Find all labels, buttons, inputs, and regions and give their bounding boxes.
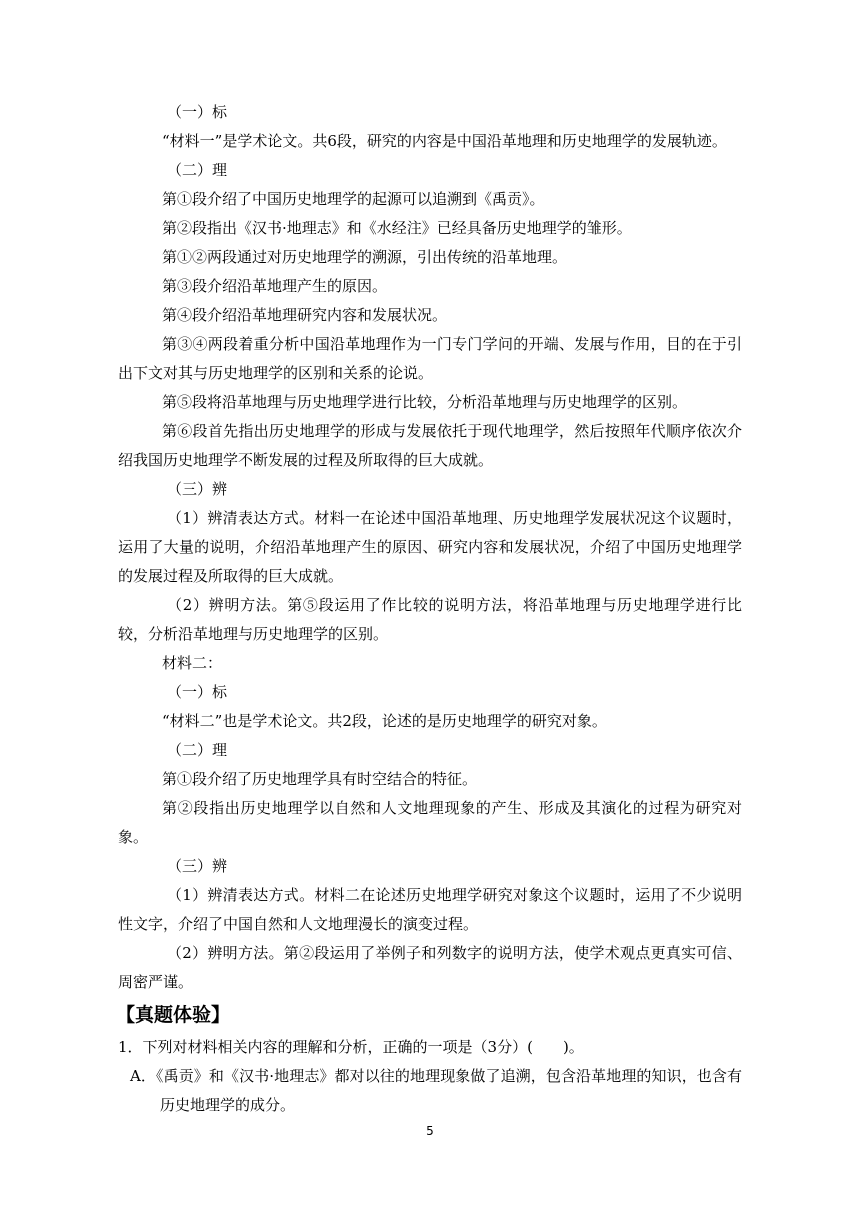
paragraph: “材料一”是学术论文。共6段，研究的内容是中国沿革地理和历史地理学的发展轨迹。: [162, 132, 727, 150]
paragraph: 第②段指出《汉书·地理志》和《水经注》已经具备历史地理学的雏形。: [162, 219, 632, 237]
page-number: 5: [426, 1124, 434, 1138]
paragraph: 第①段介绍了中国历史地理学的起源可以追溯到《禹贡》。: [162, 190, 545, 208]
paragraph: 第⑤段将沿革地理与历史地理学进行比较，分析沿革地理与历史地理学的区别。: [162, 393, 688, 411]
subheading-biao: （一）标: [167, 103, 228, 121]
subheading-bian: （三）辨: [167, 857, 228, 875]
paragraph: “材料二”也是学术论文。共2段，论述的是历史地理学的研究对象。: [162, 712, 607, 730]
subheading-li: （二）理: [167, 161, 228, 179]
paragraph: （1）辨清表达方式。材料二在论述历史地理学研究对象这个议题时，运用了不少说明性文字，介绍了中国自然和人文地理漫长的演变过程。: [118, 886, 742, 933]
paragraph: 第⑥段首先指出历史地理学的形成与发展依托于现代地理学，然后按照年代顺序依次介绍我国历史地理学不断发展的过程及所取得的巨大成就。: [118, 422, 742, 469]
paragraph: 第③④两段着重分析中国沿革地理作为一门专门学问的开端、发展与作用，目的在于引出下文对其与历史地理学的区别和关系的论说。: [118, 335, 742, 382]
paragraph: （1）辨清表达方式。材料一在论述中国沿革地理、历史地理学发展状况这个议题时，运用了大量的说明，介绍沿革地理产生的原因、研究内容和发展状况，介绍了中国历史地理学的发展过程及所取得的巨大成就。: [118, 509, 742, 585]
section-heading: 【真题体验】: [116, 1004, 231, 1026]
paragraph: （2）辨明方法。第⑤段运用了作比较的说明方法，将沿革地理与历史地理学进行比较，分析沿革地理与历史地理学的区别。: [118, 596, 742, 643]
paragraph: 第①段介绍了历史地理学具有时空结合的特征。: [162, 770, 478, 788]
paragraph: 第④段介绍沿革地理研究内容和发展状况。: [162, 306, 448, 324]
document-body: [118, 98, 742, 1120]
paragraph: （2）辨明方法。第②段运用了举例子和列数字的说明方法，使学术观点更真实可信、周密严谨。: [118, 944, 742, 991]
material-two-label: 材料二：: [162, 654, 223, 672]
question-1: 1．下列对材料相关内容的理解和分析，正确的一项是（3分）( )。: [118, 1038, 584, 1056]
paragraph: 第③段介绍沿革地理产生的原因。: [162, 277, 388, 295]
subheading-biao: （一）标: [167, 683, 228, 701]
paragraph: 第①②两段通过对历史地理学的溯源，引出传统的沿革地理。: [162, 248, 568, 266]
paragraph: 第②段指出历史地理学以自然和人文地理现象的产生、形成及其演化的过程为研究对象。: [118, 799, 742, 846]
subheading-li: （二）理: [167, 741, 228, 759]
option-a: A．《禹贡》和《汉书·地理志》都对以往的地理现象做了追溯，包含沿革地理的知识，也含有历史地理学的成分。: [130, 1067, 742, 1114]
subheading-bian: （三）辨: [167, 480, 228, 498]
